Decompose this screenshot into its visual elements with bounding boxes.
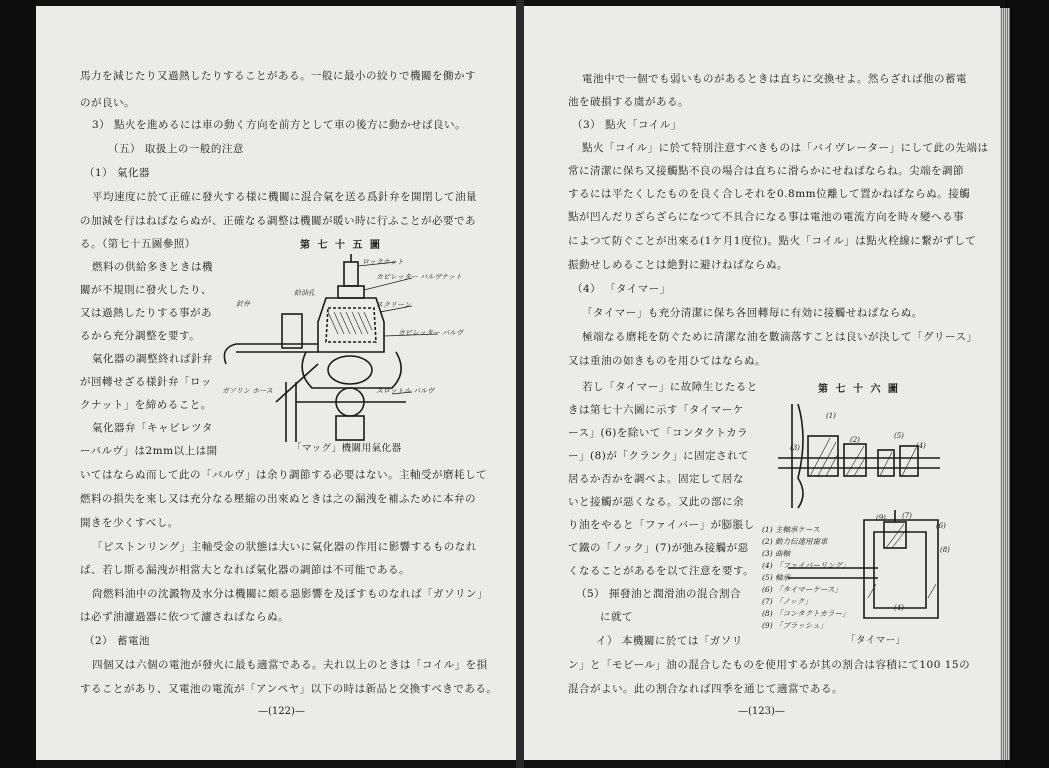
book-gutter: [516, 0, 524, 768]
text-line: 池を破損する虞がある。: [568, 96, 689, 108]
text-line: ース」(6)を除いて「コンタクトカラ: [568, 427, 749, 439]
text-line: するには平たくしたものを良く合しそれを0.8mm位離して置かねばならぬ。接觸: [568, 188, 971, 200]
text-line: することがあり、又電池の電流が「アンペヤ」以下の時は新品と交換すべきである。: [80, 683, 498, 695]
text-line: 常に清潔に保ち又接觸點不良の場合は直ちに滑らかにせねばならね。尖端を調節: [568, 165, 964, 177]
left-page: [36, 6, 516, 760]
label-needle-valve: 針弁: [236, 300, 250, 308]
right-page: [524, 6, 1000, 760]
figure-76-caption: 第 七 十 六 圖: [818, 384, 900, 395]
text-line: いてはならぬ而して此の「バルヴ」は余り調節する必要はない。主軸受が磨耗して: [80, 469, 487, 481]
text-line: り油をやると「ファイバー」が膨脹し: [568, 519, 755, 531]
callout-4-fiber: (4): [894, 604, 904, 612]
page-stack-edge: [1000, 8, 1010, 760]
text-line: ン」と「モビール」油の混合したものを使用するが其の割合は容積にて100 15の: [568, 659, 971, 671]
label-throttle-valve: スロットル バルヴ: [376, 387, 435, 395]
legend-item: (8) 「コンタクトカラー」: [762, 609, 850, 618]
text-line: 居るか否かを調べよ。固定して居な: [568, 473, 744, 485]
callout-8: (8): [940, 546, 950, 554]
label-carburetor-valve: カビレッター バルヴ: [398, 329, 464, 337]
callout-3: (3): [790, 444, 800, 452]
text-line: くなることがあるを以て注意を要す。: [568, 565, 755, 577]
text-line: 氣化器弁「キャビレツタ: [92, 422, 213, 434]
text-line: 點火「コイル」に於て特別注意すべきものは「バイヴレーター」にして此の先端は: [582, 142, 989, 154]
text-line: が回轉せざる様針弁「ロッ: [80, 376, 212, 388]
text-line: クナット」を締めること。: [80, 399, 212, 411]
text-line: 又は重油の如きものを用ひてはならぬ。: [568, 355, 766, 367]
subsection-heading: （1） 氣化器: [84, 167, 151, 179]
legend-item: (3) 曲軸: [762, 549, 791, 558]
label-gasoline-hose: ガソリン ホース: [222, 387, 273, 395]
legend-item: (1) 主軸承ケース: [762, 525, 820, 534]
text-line: 開きを少くすべし。: [80, 517, 179, 529]
callout-7: (7): [902, 512, 912, 520]
subsection-heading: （5） 揮發油と潤滑油の混合割合: [576, 588, 742, 600]
page-number-left: —(122)—: [258, 706, 305, 717]
callout-1: (1): [826, 412, 836, 420]
subsection-heading: （4） 「タイマー」: [572, 283, 671, 295]
subsection-heading: （3） 點火「コイル」: [572, 119, 682, 131]
callout-5: (5): [894, 432, 904, 440]
figure-75-title: 「マッグ」機關用氣化器: [292, 443, 402, 454]
text-line: 燃料の供給多きときは機: [92, 261, 213, 273]
figure-76-title: 「タイマー」: [846, 635, 906, 646]
text-line: は必ず油濾過器に依つて濾さねばならぬ。: [80, 611, 289, 623]
callout-4: (4): [916, 442, 926, 450]
text-line: ーバルヴ」は2mm以上は開: [80, 445, 218, 457]
label-lock-nut: ロックナット: [362, 258, 404, 266]
text-line: 混合がよい。此の割合なれば四季を通じて適當である。: [568, 683, 843, 695]
text-line: 四個又は六個の電池が發火に最も適當である。夫れ以上のときは「コイル」を損: [92, 659, 488, 671]
text-line: いと接觸が惡くなる。又此の部に余: [568, 496, 744, 508]
text-line: によつて防ぐことが出來る(1ケ月1度位)。點火「コイル」は點火栓線に繋がずして: [568, 235, 977, 247]
page-number-right: —(123)—: [738, 706, 785, 717]
text-line: 又は過熱したりする事があ: [80, 307, 212, 319]
text-line: 馬力を減じたり又過熱したりすることがある。一般に最小の絞りで機關を働かす: [80, 70, 476, 82]
figure-75-caption: 第 七 十 五 圖: [300, 240, 382, 251]
callout-2: (2): [850, 436, 860, 444]
section-heading: （五） 取扱上の一般的注意: [108, 143, 244, 155]
text-line: の加減を行はねばならぬが、正確なる調整は機關が暖い時に行ふことが必要であ: [80, 215, 476, 227]
legend-item: (9) 「ブラッシュ」: [762, 621, 828, 630]
text-line: 「タイマー」も充分清潔に保ち各回轉毎に有効に接觸せねばならぬ。: [582, 307, 923, 319]
text-line: 3） 點火を進めるには車の動く方向を前方として車の後方に動かせば良い。: [92, 119, 467, 131]
scan-border-left: [0, 0, 36, 768]
text-line: 平均速度に於て正確に發火する様に機關に混合氣を送る爲針弁を開閉して油量: [92, 191, 477, 203]
text-line: 點が凹んだりざらざらになつて不具合になる事は電池の電流方向を時々變へる事: [568, 211, 964, 223]
text-line: きは第七十六圖に示す「タイマーケ: [568, 404, 744, 416]
text-line: 振動せしめることは絶對に避けねばならぬ。: [568, 259, 788, 271]
text-line: るから充分調整を要す。: [80, 330, 201, 342]
text-line: 氣化器の調整終れば針弁: [92, 353, 213, 365]
text-line: る。（第七十五圖參照）: [80, 238, 196, 250]
label-oil-port: 給油孔: [294, 289, 315, 297]
text-line: 「ピストンリング」主軸受金の狀態は大いに氣化器の作用に影響するものなれ: [92, 541, 477, 553]
legend-item: (2) 動力伝達用歯車: [762, 537, 828, 546]
text-line: 極端なる磨耗を防ぐために清潔な油を數滴落すことは良いが決して「グリース」: [582, 331, 978, 343]
callout-9: (9): [876, 514, 886, 522]
text-line: 若し「タイマー」に故障生じたると: [582, 381, 758, 393]
text-line: 關が不規則に發火したり、: [80, 284, 212, 296]
legend-item: (7) 「ノック」: [762, 597, 812, 606]
text-line: 燃料の損失を來し又は充分なる壓縮の出來ぬときは之の漏洩を補ふために本弁の: [80, 493, 476, 505]
legend-item: (4) 「ファイバーリング」: [762, 561, 850, 570]
legend-item: (6) 「タイマーケース」: [762, 585, 842, 594]
scan-border-right: [1005, 0, 1049, 768]
callout-6: (6): [936, 522, 946, 530]
label-carburetor-valve-nut: カビレッター バルヴナット: [376, 273, 463, 281]
text-line: に就て: [600, 611, 633, 623]
text-line: て鐵の「ノック」(7)が弛み接觸が惡: [568, 542, 749, 554]
text-line: のが良い。: [80, 97, 135, 109]
label-screen: スクリーン: [376, 301, 411, 309]
legend-item: (5) 軸承: [762, 573, 791, 582]
text-line: ー」(8)が「クランク」に固定されて: [568, 450, 750, 462]
text-line: 尙燃料油中の沈澱物及水分は機關に頗る惡影響を及ぼすものなれば「ガソリン」: [92, 588, 488, 600]
text-line: イ） 本機關に於ては「ガソリ: [596, 635, 743, 647]
text-line: ば、若し斯る漏洩が相當大となれば氣化器の調節は不可能である。: [80, 564, 410, 576]
text-line: 電池中で一個でも弱いものがあるときは直ちに交換せよ。然らざれば他の蓄電: [582, 73, 967, 85]
subsection-heading: （2） 蓄電池: [84, 635, 151, 647]
